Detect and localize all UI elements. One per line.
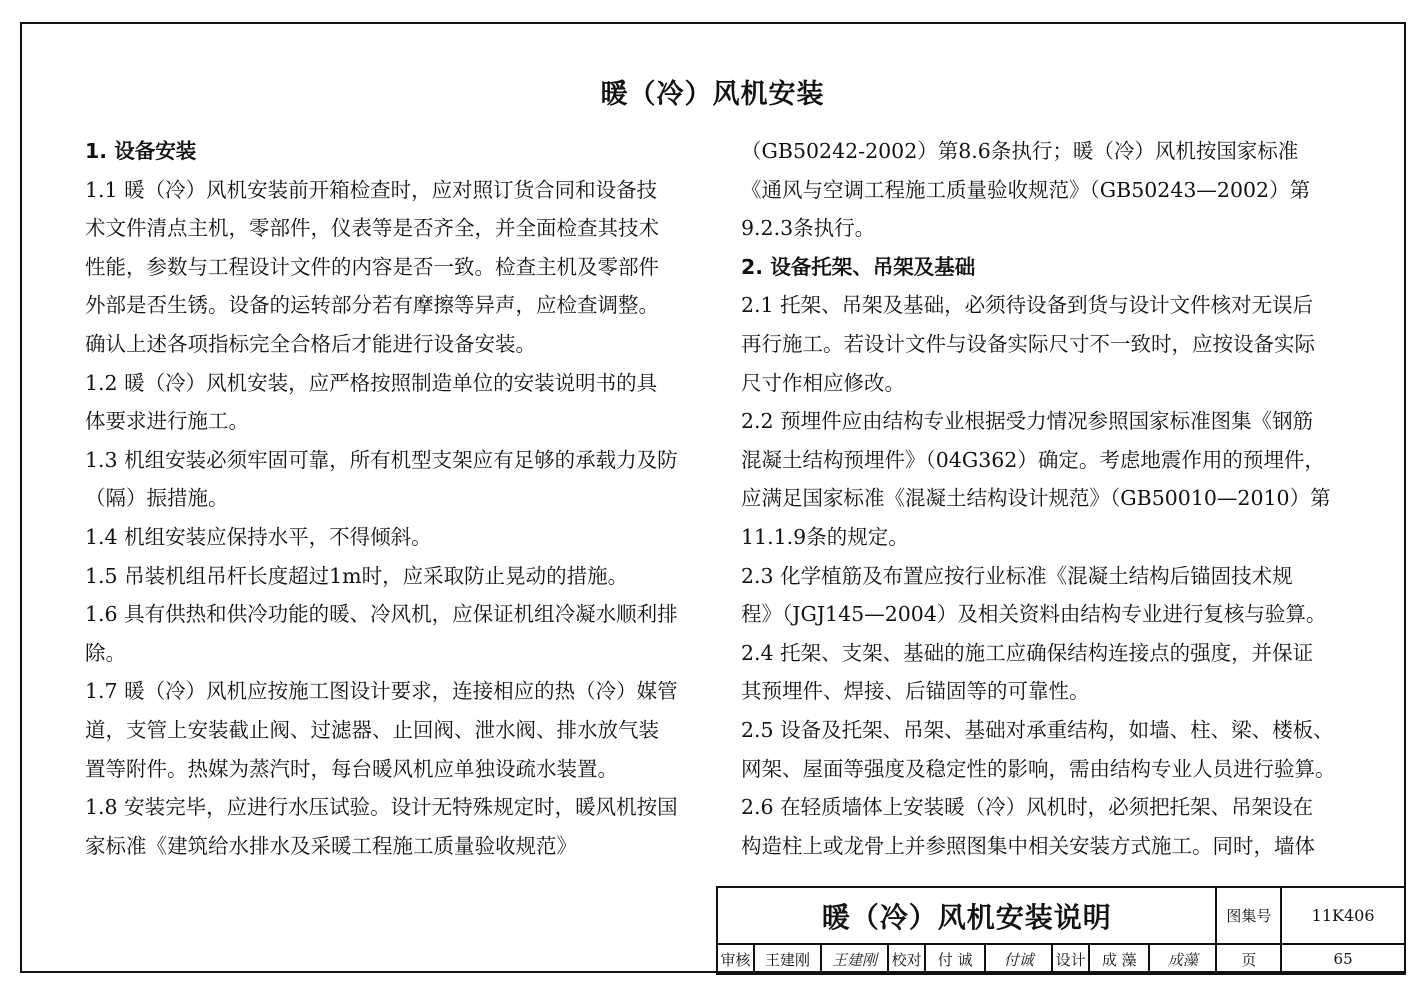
text-line: 置等附件。热媒为蒸汽时，每台暖风机应单独设疏水装置。 [85, 756, 618, 781]
text-line: 2.3 化学植筋及布置应按行业标准《混凝土结构后锚固技术规 [741, 563, 1293, 588]
text-line: 2.1 托架、吊架及基础，必须待设备到货与设计文件核对无误后 [741, 293, 1314, 318]
page-label: 页 [1216, 944, 1281, 974]
atlas-label: 图集号 [1226, 907, 1272, 925]
right-column [741, 132, 1341, 865]
text-line: （GB50242-2002）第8.6条执行；暖（冷）风机按国家标准 [741, 139, 1299, 163]
text-line: 除。 [85, 640, 126, 665]
text-line: 性能，参数与工程设计文件的内容是否一致。检查主机及零部件 [85, 254, 659, 279]
text-line: 1.4 机组安装应保持水平，不得倾斜。 [85, 524, 432, 549]
design-name: 成 藻 [1089, 944, 1149, 974]
text-line: 1.3 机组安装必须牢固可靠，所有机型支架应有足够的承载力及防 [85, 447, 678, 472]
text-line: 2.4 托架、支架、基础的施工应确保结构连接点的强度，并保证 [741, 640, 1314, 665]
text-line: 其预埋件、焊接、后锚固等的可靠性。 [741, 679, 1090, 704]
review-label: 审核 [717, 944, 754, 974]
text-line: 术文件清点主机，零部件，仪表等是否齐全，并全面检查其技术 [85, 216, 659, 241]
text-line: 家标准《建筑给水排水及采暖工程施工质量验收规范》 [85, 833, 577, 858]
text-line: 再行施工。若设计文件与设备实际尺寸不一致时，应按设备实际 [741, 331, 1315, 356]
text-line: 外部是否生锈。设备的运转部分若有摩擦等异声，应检查调整。 [85, 293, 659, 318]
text-line: 2.6 在轻质墙体上安装暖（冷）风机时，必须把托架、吊架设在 [741, 795, 1314, 820]
atlas-number: 11K406 [1311, 906, 1375, 925]
text-line: 1.7 暖（冷）风机应按施工图设计要求，连接相应的热（冷）媒管 [85, 679, 678, 704]
text-line: 1.6 具有供热和供冷功能的暖、冷风机，应保证机组冷凝水顺利排 [85, 602, 678, 627]
text-line: 确认上述各项指标完全合格后才能进行设备安装。 [85, 331, 536, 356]
check-name: 付 诚 [925, 944, 985, 974]
text-line: 尺寸作相应修改。 [741, 370, 905, 395]
text-line: 体要求进行施工。 [85, 409, 249, 434]
text-line: 应满足国家标准《混凝土结构设计规范》（GB50010—2010）第 [741, 486, 1331, 511]
text-line: 《通风与空调工程施工质量验收规范》（GB50243—2002）第 [741, 177, 1311, 202]
text-line: （隔）振措施。 [85, 486, 229, 511]
drawing-name: 暖（冷）风机安装说明 [821, 900, 1112, 934]
atlas-label-cell [1216, 887, 1281, 944]
text-line: 网架、屋面等强度及稳定性的影响，需由结构专业人员进行验算。 [741, 756, 1336, 781]
title-block [716, 886, 1406, 975]
text-line: 2.5 设备及托架、吊架、基础对承重结构，如墙、柱、梁、楼板、 [741, 717, 1334, 742]
section-heading: 1. 设备安装 [85, 139, 197, 163]
drawing-name-cell [717, 887, 1216, 944]
check-label: 校对 [888, 944, 925, 974]
text-line: 1.5 吊装机组吊杆长度超过1m时，应采取防止晃动的措施。 [85, 563, 629, 588]
review-name: 王建刚 [754, 944, 821, 974]
review-signature: 王建刚 [821, 944, 888, 974]
page-title: 暖（冷）风机安装 [600, 79, 825, 110]
text-line: 混凝土结构预埋件》（04G362）确定。考虑地震作用的预埋件， [741, 447, 1325, 472]
text-line: 构造柱上或龙骨上并参照图集中相关安装方式施工。同时，墙体 [741, 833, 1315, 858]
design-label: 设计 [1052, 944, 1089, 974]
text-line: 11.1.9条的规定。 [741, 524, 909, 549]
text-line: 1.2 暖（冷）风机安装，应严格按照制造单位的安装说明书的具 [85, 370, 658, 395]
text-line: 2.2 预埋件应由结构专业根据受力情况参照国家标准图集《钢筋 [741, 409, 1314, 434]
text-line: 1.1 暖（冷）风机安装前开箱检查时，应对照订货合同和设备技 [85, 177, 658, 202]
design-signature: 成藻 [1149, 944, 1216, 974]
page-number: 65 [1281, 944, 1405, 974]
left-column [85, 132, 685, 865]
check-signature: 付诚 [985, 944, 1052, 974]
text-line: 1.8 安装完毕，应进行水压试验。设计无特殊规定时，暖风机按国 [85, 795, 678, 820]
text-line: 道，支管上安装截止阀、过滤器、止回阀、泄水阀、排水放气装 [85, 717, 659, 742]
section-heading: 2. 设备托架、吊架及基础 [741, 254, 976, 279]
text-line: 9.2.3条执行。 [741, 216, 876, 241]
atlas-number-cell [1281, 887, 1405, 944]
text-line: 程》（JGJ145—2004）及相关资料由结构专业进行复核与验算。 [741, 602, 1327, 627]
